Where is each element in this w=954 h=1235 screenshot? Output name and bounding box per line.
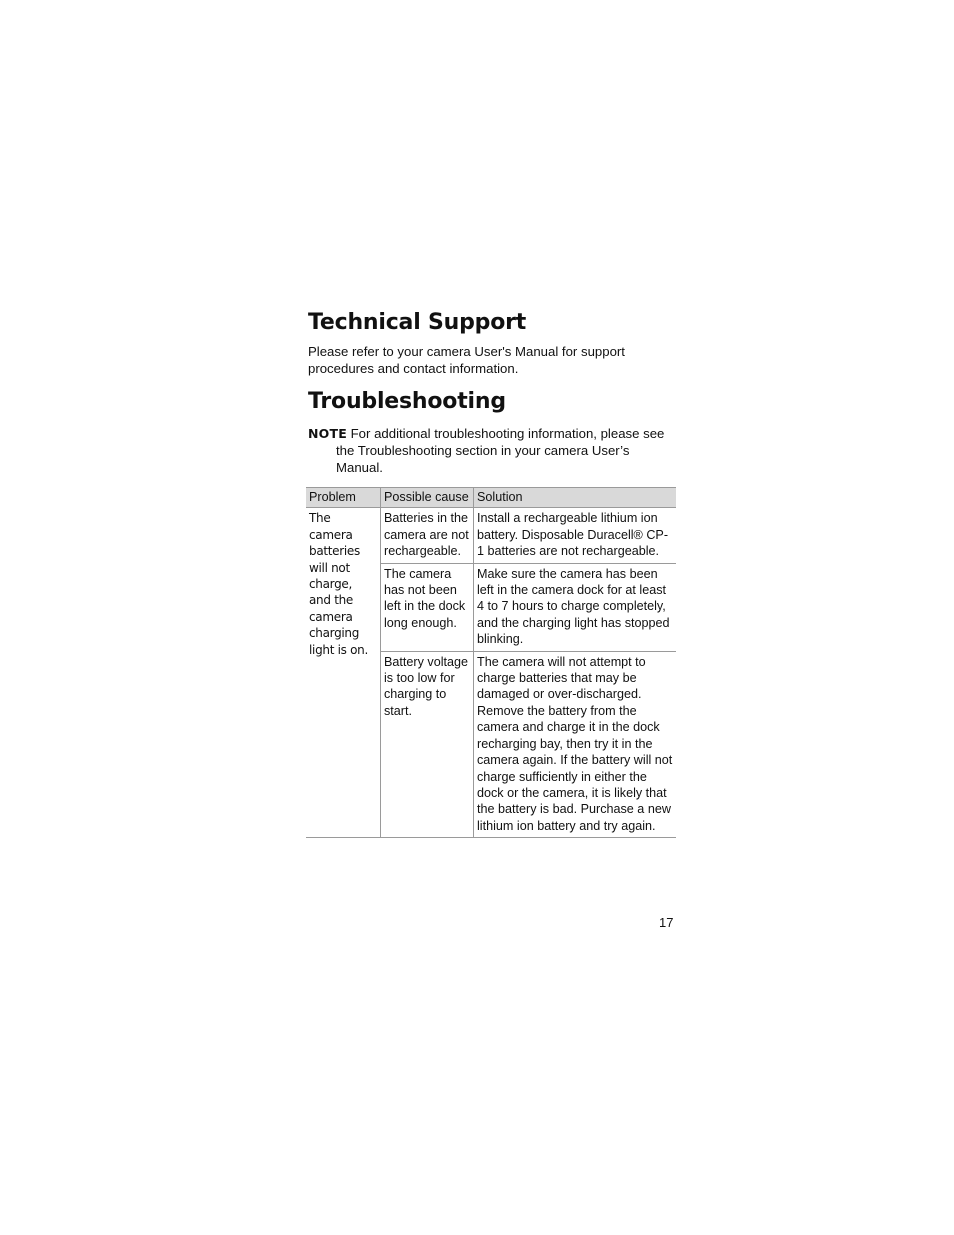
table-row bbox=[306, 508, 676, 563]
note-label: NOTE bbox=[308, 426, 347, 441]
technical-support-heading: Technical Support bbox=[308, 310, 527, 335]
manual-page bbox=[306, 306, 678, 838]
header-solution: Solution bbox=[474, 488, 677, 508]
technical-support-body: Please refer to your camera User's Manual for support procedures and contact information. bbox=[308, 344, 625, 376]
header-possible-cause: Possible cause bbox=[381, 488, 474, 508]
troubleshooting-note bbox=[308, 425, 678, 476]
cause-cell: Battery voltage is too low for charging to start. bbox=[381, 651, 474, 837]
troubleshooting-heading: Troubleshooting bbox=[308, 389, 506, 414]
solution-cell: The camera will not attempt to charge batteries that may be damaged or over-discharged. Remove the battery from the camera and charge it in the dock recharging bay, then try it in the camera again. If the battery will not charge sufficiently in either the dock or the camera, it is likely that the battery is bad. Purchase a new lithium ion battery and try again. bbox=[474, 651, 677, 837]
page-number: 17 bbox=[659, 915, 674, 930]
table-header-row bbox=[306, 488, 676, 508]
cause-cell: The camera has not been left in the dock long enough. bbox=[381, 563, 474, 651]
problem-cell: The camera batteries will not charge, and the camera charging light is on. bbox=[306, 508, 381, 838]
note-text: For additional troubleshooting information, please see the Troubleshooting section in your camera User’s Manual. bbox=[336, 426, 665, 475]
solution-cell: Install a rechargeable lithium ion battery. Disposable Duracell® CP-1 batteries are not rechargeable. bbox=[474, 508, 677, 563]
solution-cell: Make sure the camera has been left in the camera dock for at least 4 to 7 hours to charge completely, and the charging light has stopped blinking. bbox=[474, 563, 677, 651]
header-problem: Problem bbox=[306, 488, 381, 508]
cause-cell: Batteries in the camera are not rechargeable. bbox=[381, 508, 474, 563]
troubleshooting-table bbox=[306, 487, 676, 838]
